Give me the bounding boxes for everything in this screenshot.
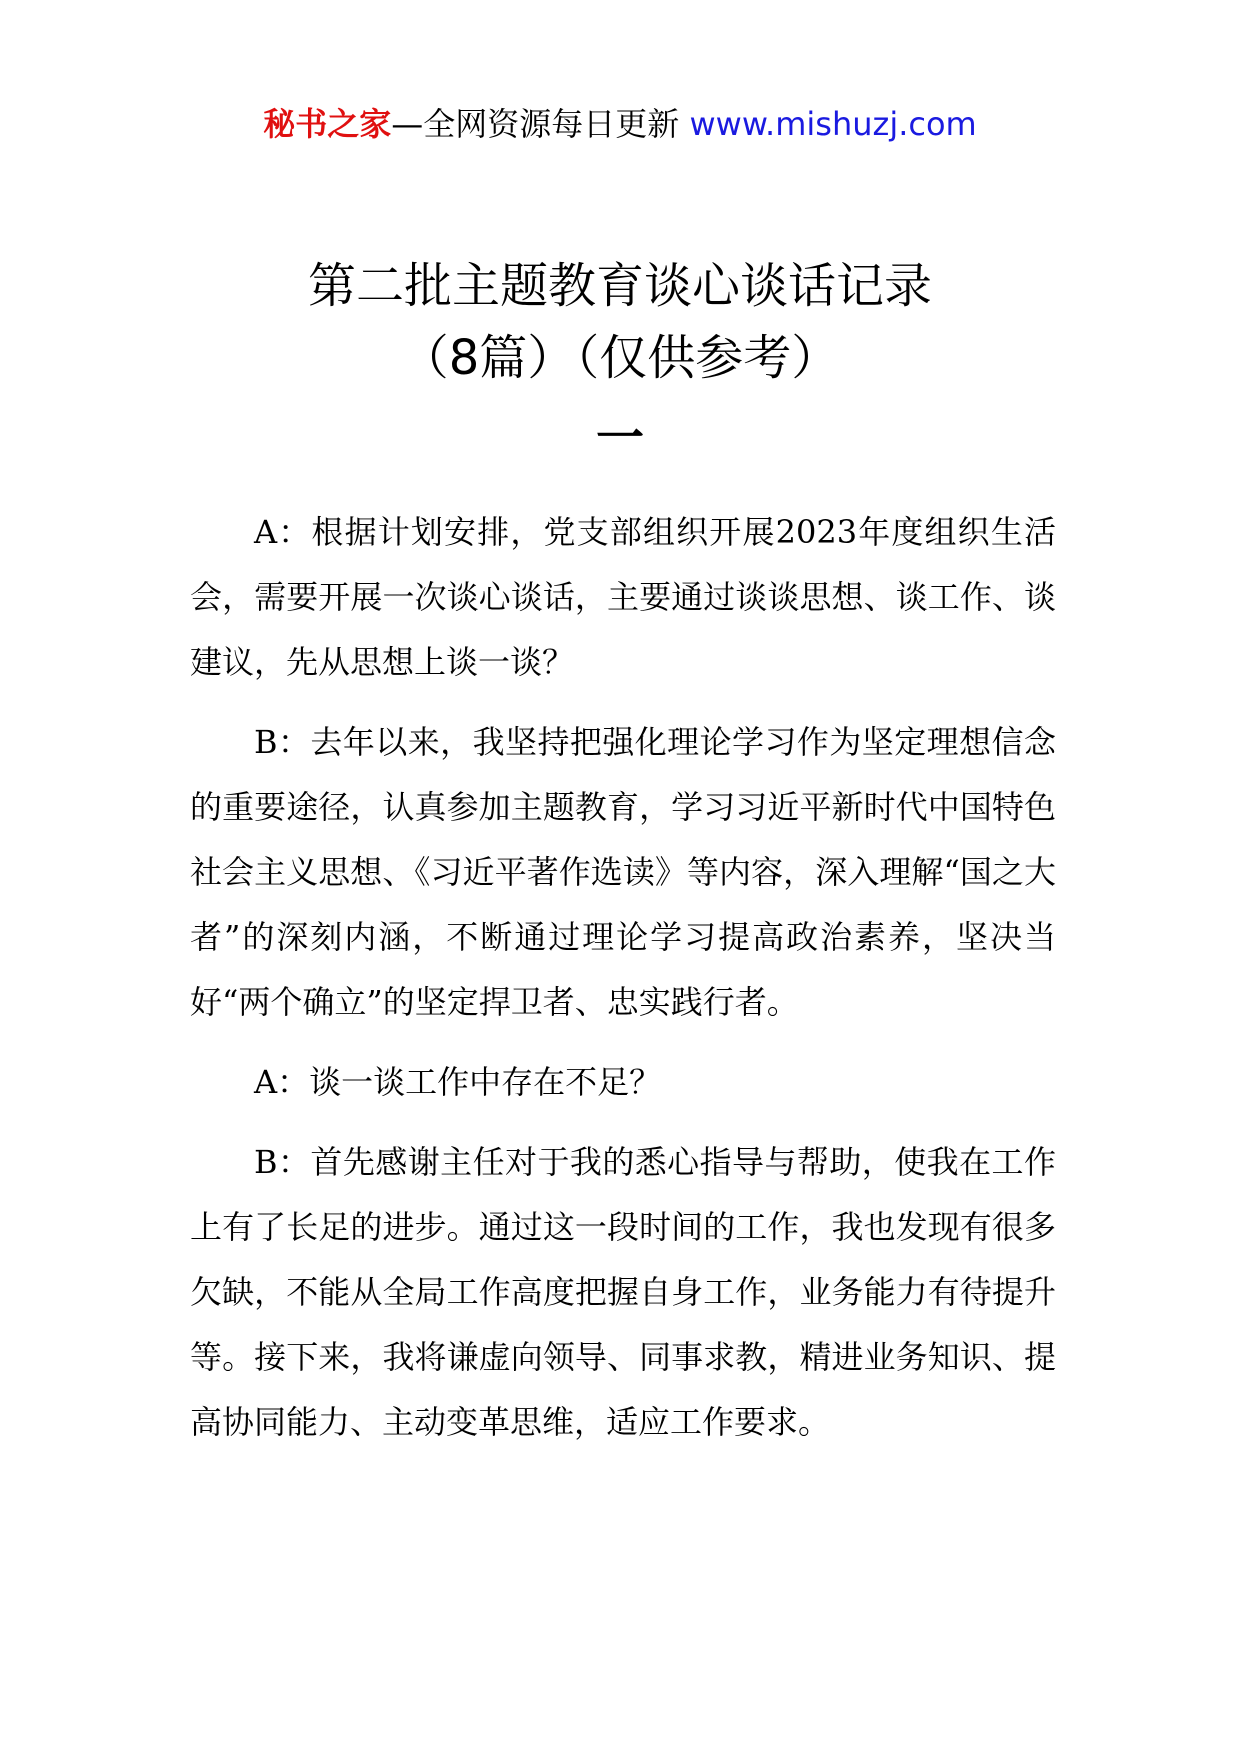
paragraph-2: B：去年以来，我坚持把强化理论学习作为坚定理想信念的重要途径，认真参加主题教育，学习习近平新时代中国特色社会主义思想、《习近平著作选读》等内容，深入理解“国之大者”的深刻内涵，不断通过理论学习提高政治素养，坚决当好“两个确立”的坚定捍卫者、忠实践行者。 (190, 723, 1056, 1021)
site-header (0, 100, 1240, 148)
document-body (190, 500, 1056, 1470)
document-title (0, 250, 1240, 394)
paragraph-4: B：首先感谢主任对于我的悉心指导与帮助，使我在工作上有了长足的进步。通过这一段时间的工作，我也发现有很多欠缺，不能从全局工作高度把握自身工作，业务能力有待提升等。接下来，我将谦虚向领导、同事求教，精进业务知识、提高协同能力、主动变革思维，适应工作要求。 (190, 1143, 1056, 1441)
title-line-2: （8篇）（仅供参考） (400, 330, 840, 386)
section-number: 一 (595, 410, 644, 466)
title-line-1: 第二批主题教育谈心谈话记录 (307, 258, 932, 314)
paragraph-1: A：根据计划安排，党支部组织开展2023年度组织生活会，需要开展一次谈心谈话，主要通过谈谈思想、谈工作、谈建议，先从思想上谈一谈？ (190, 513, 1056, 681)
site-url-link[interactable]: www.mishuzj.com (689, 105, 977, 143)
site-brand: 秘书之家 (263, 105, 392, 143)
paragraph-3: A：谈一谈工作中存在不足？ (254, 1063, 662, 1101)
site-slogan: —全网资源每日更新 (391, 105, 690, 143)
